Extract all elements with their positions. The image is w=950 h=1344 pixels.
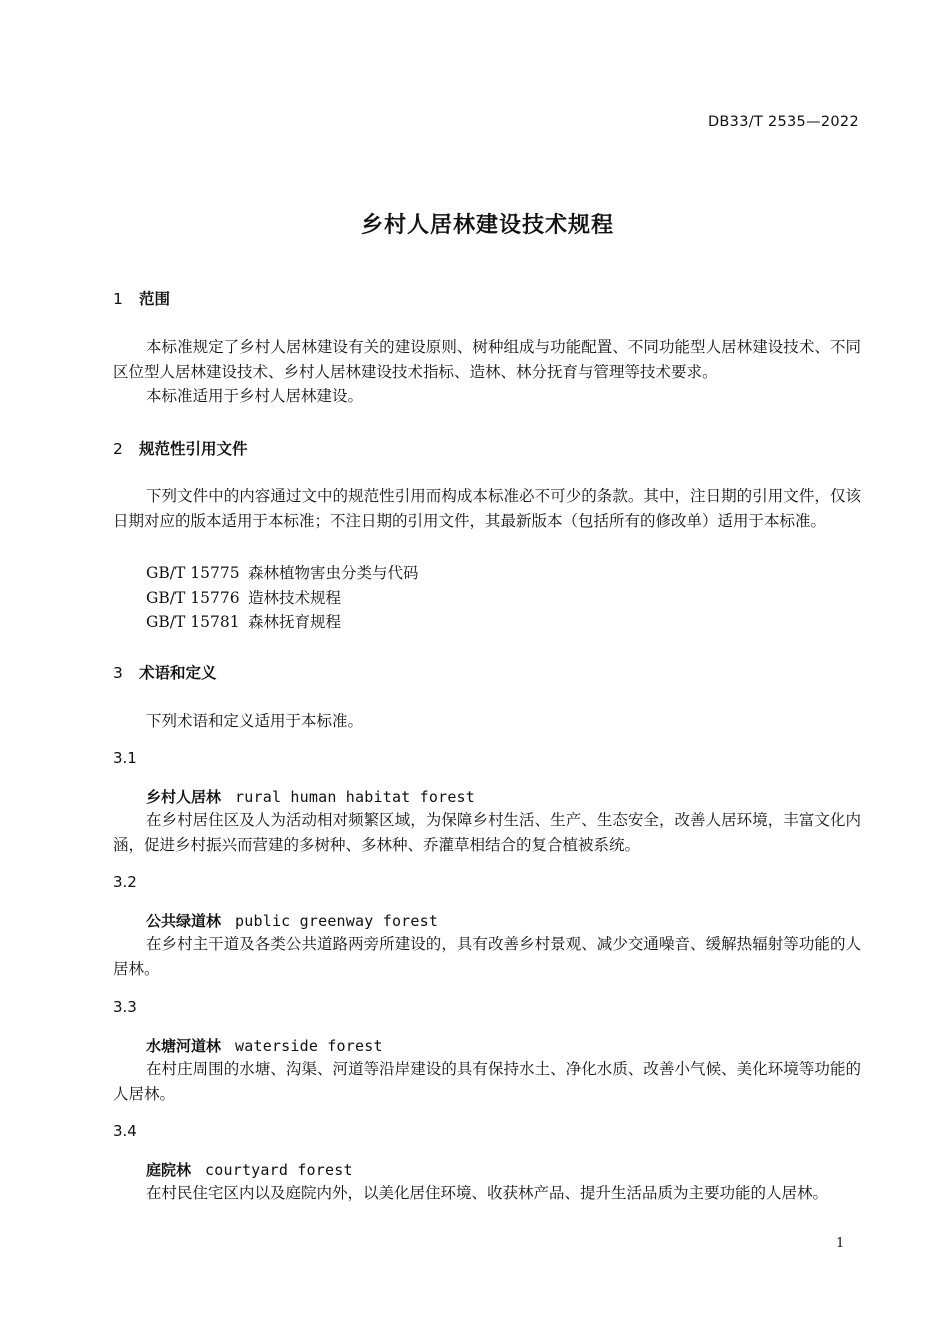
term-english: rural human habitat forest — [235, 788, 476, 806]
term-number: 3.2 — [113, 873, 137, 891]
reference-code: GB/T 15776 — [146, 589, 240, 607]
section-heading-scope — [113, 287, 170, 309]
term-chinese: 乡村人居林 — [146, 788, 222, 806]
reference-title: 森林抚育规程 — [248, 613, 342, 631]
reference-code: GB/T 15775 — [146, 564, 240, 582]
term-entry — [146, 910, 438, 931]
term-number: 3.1 — [113, 749, 137, 767]
section-heading-terms — [113, 661, 217, 683]
section-title: 范围 — [139, 290, 171, 308]
term-definition: 在村民住宅区内以及庭院内外，以美化居住环境、收获林产品、提升生活品质为主要功能的人居林。 — [146, 1184, 829, 1202]
term-english: public greenway forest — [235, 912, 439, 930]
section-heading-normative-references — [113, 437, 248, 459]
reference-code: GB/T 15781 — [146, 613, 240, 631]
term-chinese: 公共绿道林 — [146, 912, 222, 930]
term-definition: 在乡村居住区及人为活动相对频繁区域，为保障乡村生活、生产、生态安全，改善人居环境，丰富文化内涵，促进乡村振兴而营建的多树种、多林种、乔灌草相结合的复合植被系统。 — [113, 811, 861, 854]
term-chinese: 庭院林 — [146, 1161, 192, 1179]
terms-intro: 下列术语和定义适用于本标准。 — [146, 712, 364, 730]
scope-applicability: 本标准适用于乡村人居林建设。 — [146, 387, 364, 405]
term-definition: 在村庄周围的水塘、沟渠、河道等沿岸建设的具有保持水土、净化水质、改善小气候、美化环境等功能的人居林。 — [113, 1060, 861, 1103]
term-english: courtyard forest — [205, 1161, 353, 1179]
reference-item — [146, 610, 341, 632]
term-english: waterside forest — [235, 1037, 383, 1055]
document-title: 乡村人居林建设技术规程 — [360, 213, 614, 238]
term-chinese: 水塘河道林 — [146, 1037, 222, 1055]
term-entry — [146, 1159, 353, 1180]
section-number: 3 — [113, 664, 123, 682]
section-title: 术语和定义 — [139, 664, 217, 682]
reference-item — [146, 561, 419, 583]
page-number: 1 — [836, 1236, 845, 1251]
reference-title: 森林植物害虫分类与代码 — [248, 564, 419, 582]
scope-paragraph: 本标准规定了乡村人居林建设有关的建设原则、树种组成与功能配置、不同功能型人居林建设技术、不同区位型人居林建设技术、乡村人居林建设技术指标、造林、林分抚育与管理等技术要求。 — [113, 338, 861, 381]
term-entry — [146, 1035, 383, 1056]
term-number: 3.4 — [113, 1122, 137, 1140]
reference-title: 造林技术规程 — [248, 589, 342, 607]
reference-item — [146, 586, 341, 608]
section-number: 1 — [113, 290, 123, 308]
section-title: 规范性引用文件 — [139, 440, 248, 458]
term-number: 3.3 — [113, 998, 137, 1016]
section-number: 2 — [113, 440, 123, 458]
standard-code: DB33/T 2535—2022 — [707, 114, 859, 130]
references-intro: 下列文件中的内容通过文中的规范性引用而构成本标准必不可少的条款。其中，注日期的引用文件，仅该日期对应的版本适用于本标准；不注日期的引用文件，其最新版本（包括所有的修改单）适用于本标准。 — [113, 487, 861, 530]
term-entry — [146, 786, 475, 807]
term-definition: 在乡村主干道及各类公共道路两旁所建设的，具有改善乡村景观、减少交通噪音、缓解热辐射等功能的人居林。 — [113, 935, 861, 978]
